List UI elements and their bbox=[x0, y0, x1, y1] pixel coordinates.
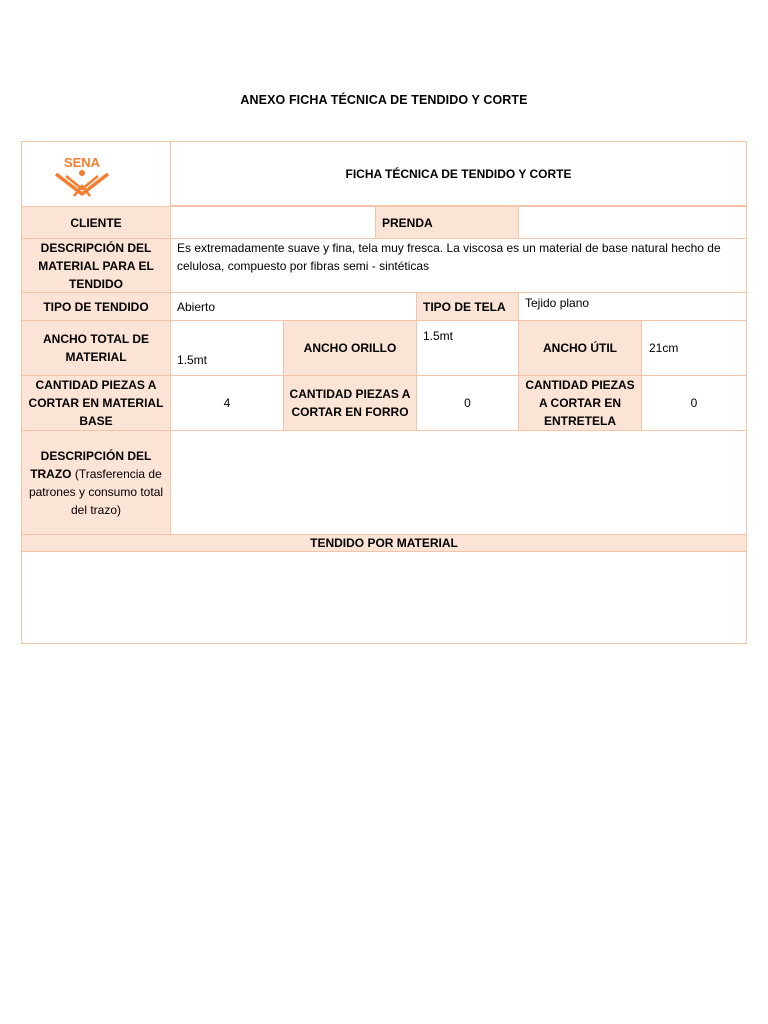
ancho-orillo-label: ANCHO ORILLO bbox=[284, 321, 417, 376]
ancho-orillo-value: 1.5mt bbox=[417, 321, 519, 376]
page-title: ANEXO FICHA TÉCNICA DE TENDIDO Y CORTE bbox=[240, 93, 528, 107]
tendido-por-material-area bbox=[22, 552, 746, 643]
prenda-value bbox=[519, 207, 746, 239]
ancho-total-value: 1.5mt bbox=[171, 321, 284, 376]
piezas-base-value: 4 bbox=[171, 376, 284, 431]
sena-logo-icon bbox=[52, 150, 112, 198]
ancho-total-label: ANCHO TOTAL DE MATERIAL bbox=[22, 321, 171, 376]
piezas-entretela-label: CANTIDAD PIEZAS A CORTAR EN ENTRETELA bbox=[519, 376, 642, 431]
logo-cell bbox=[22, 142, 171, 207]
piezas-base-label: CANTIDAD PIEZAS A CORTAR EN MATERIAL BASE bbox=[22, 376, 171, 431]
tipo-tendido-value: Abierto bbox=[171, 293, 417, 321]
prenda-label: PRENDA bbox=[376, 207, 519, 239]
tipo-tendido-label: TIPO DE TENDIDO bbox=[22, 293, 171, 321]
cliente-value bbox=[171, 207, 376, 239]
technical-sheet-table bbox=[21, 141, 747, 644]
piezas-forro-label: CANTIDAD PIEZAS A CORTAR EN FORRO bbox=[284, 376, 417, 431]
piezas-forro-value: 0 bbox=[417, 376, 519, 431]
tipo-tela-label: TIPO DE TELA bbox=[417, 293, 519, 321]
ancho-util-label: ANCHO ÚTIL bbox=[519, 321, 642, 376]
descripcion-trazo-title: DESCRIPCIÓN DEL TRAZO bbox=[30, 448, 152, 481]
descripcion-material-label: DESCRIPCIÓN DEL MATERIAL PARA EL TENDIDO bbox=[22, 239, 171, 293]
descripcion-trazo-label bbox=[22, 431, 171, 535]
logo-text: SENA bbox=[63, 155, 101, 170]
descripcion-material-value: Es extremadamente suave y fina, tela muy fresca. La viscosa es un material de base natural hecho de celulosa, compuesto por fibras semi - sintéticas bbox=[171, 239, 746, 293]
piezas-entretela-value: 0 bbox=[642, 376, 746, 431]
descripcion-trazo-note: (Trasferencia de patrones y consumo total del trazo) bbox=[28, 466, 164, 517]
tipo-tela-value: Tejido plano bbox=[519, 293, 746, 321]
ancho-util-value: 21cm bbox=[642, 321, 746, 376]
cliente-label: CLIENTE bbox=[22, 207, 171, 239]
descripcion-trazo-value bbox=[171, 431, 746, 535]
header-title: FICHA TÉCNICA DE TENDIDO Y CORTE bbox=[171, 142, 746, 207]
tendido-por-material-header: TENDIDO POR MATERIAL bbox=[22, 535, 746, 552]
